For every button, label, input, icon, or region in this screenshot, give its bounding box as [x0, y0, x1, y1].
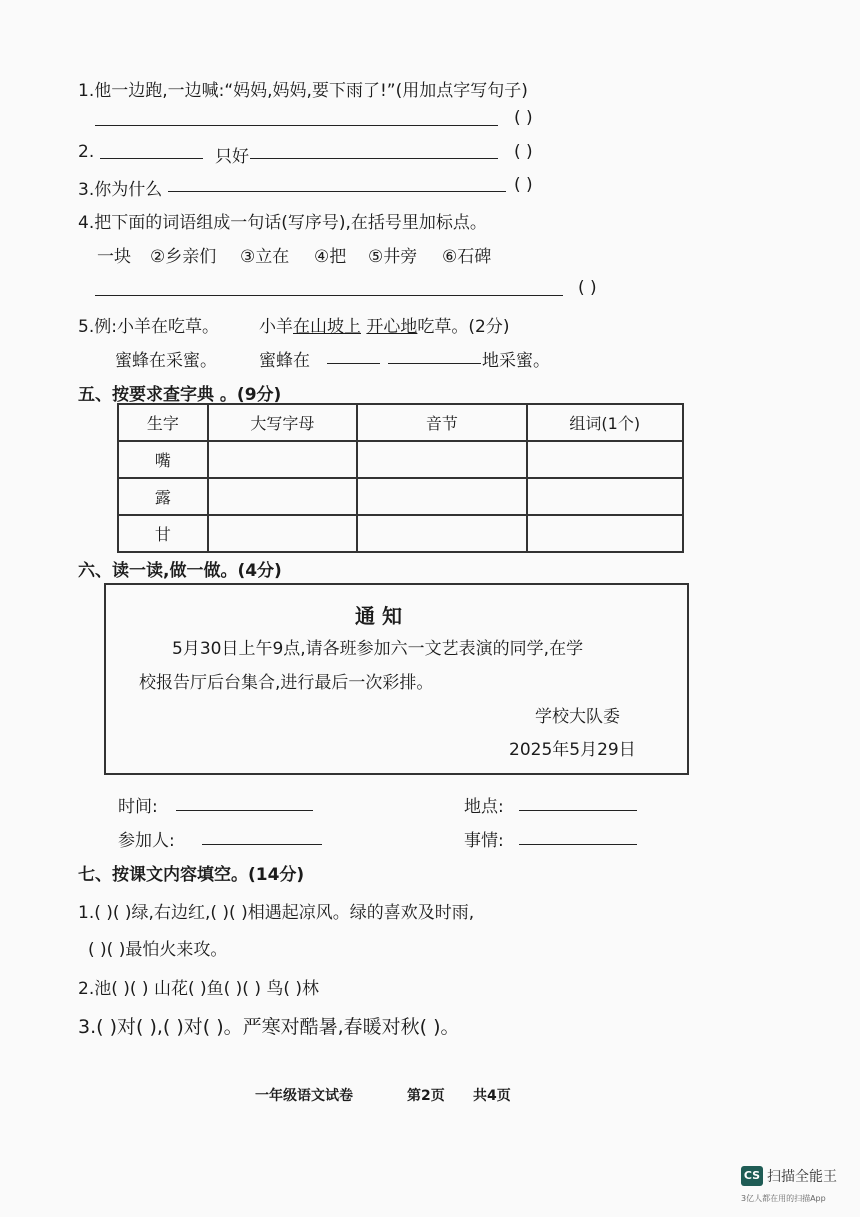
- sec7-line-1: 1.( )( )绿,右边红,( )( )相遇起凉风。绿的喜欢及时雨,: [78, 903, 475, 923]
- notice-signer: 学校大队委: [535, 707, 620, 727]
- table-header-row: [118, 404, 683, 441]
- answer-cell[interactable]: [527, 441, 683, 478]
- people-label: 参加人:: [118, 831, 175, 851]
- answer-cell[interactable]: [527, 515, 683, 552]
- char-cell: 甘: [118, 515, 208, 552]
- sec7-line-4: 3.( )对( ),( )对( )。严寒对酷暑,春暖对秋( )。: [78, 1016, 460, 1038]
- q4-word-2: ②乡亲们: [150, 247, 217, 267]
- section6-title: 六、读一读,做一做。(4分): [78, 561, 282, 581]
- q4-word-4: ④把: [314, 247, 347, 267]
- section7-title: 七、按课文内容填空。(14分): [78, 865, 305, 885]
- answer-cell[interactable]: [357, 515, 526, 552]
- table-row: [118, 441, 683, 478]
- footer-page: 第2页: [407, 1088, 445, 1104]
- footer-title: 一年级语文试卷: [255, 1088, 353, 1104]
- notice-date: 2025年5月29日: [509, 740, 636, 760]
- q5-example-label: 5.例:小羊在吃草。: [78, 317, 219, 337]
- answer-cell[interactable]: [208, 441, 357, 478]
- q2-paren[interactable]: ( ): [514, 142, 533, 162]
- q3-paren[interactable]: ( ): [514, 175, 533, 195]
- event-label: 事情:: [464, 831, 504, 851]
- q4-answer-line[interactable]: [95, 295, 563, 296]
- q4-title: 4.把下面的词语组成一句话(写序号),在括号里加标点。: [78, 213, 487, 233]
- table-row: [118, 478, 683, 515]
- q5-sentence: 蜜蜂在采蜜。: [115, 351, 217, 371]
- answer-cell[interactable]: [357, 478, 526, 515]
- camscanner-logo-icon: CS: [741, 1166, 763, 1186]
- q4-word-5: ⑤井旁: [368, 247, 418, 267]
- place-label: 地点:: [464, 797, 504, 817]
- notice-title: 通 知: [355, 604, 402, 628]
- q2-blank-1[interactable]: [100, 158, 203, 159]
- q5-fill-pre: 蜜蜂在: [259, 351, 310, 371]
- q5-blank-1[interactable]: [327, 363, 380, 364]
- watermark-tagline: 3亿人都在用的扫描App: [741, 1194, 826, 1203]
- q4-word-3: ③立在: [240, 247, 290, 267]
- answer-cell[interactable]: [357, 441, 526, 478]
- q1-answer-line[interactable]: [95, 125, 498, 126]
- header-syllable: 音节: [357, 404, 526, 441]
- char-cell: 嘴: [118, 441, 208, 478]
- q5-example-sentence: 小羊在山坡上 开心地吃草。(2分): [259, 317, 510, 337]
- header-char: 生字: [118, 404, 208, 441]
- char-cell: 露: [118, 478, 208, 515]
- q1-paren[interactable]: ( ): [514, 108, 533, 128]
- event-blank[interactable]: [519, 844, 637, 845]
- q4-word-6: ⑥石碑: [442, 247, 492, 267]
- people-blank[interactable]: [202, 844, 322, 845]
- q2-blank-2[interactable]: [250, 158, 498, 159]
- time-label: 时间:: [118, 797, 158, 817]
- header-capital: 大写字母: [208, 404, 357, 441]
- q5-blank-2[interactable]: [388, 363, 481, 364]
- watermark-name: 扫描全能王: [767, 1169, 837, 1185]
- answer-cell[interactable]: [208, 478, 357, 515]
- notice-line-2: 校报告厅后台集合,进行最后一次彩排。: [139, 673, 434, 693]
- q5-fill-post: 地采蜜。: [482, 351, 550, 371]
- sec7-line-2: ( )( )最怕火来攻。: [88, 940, 228, 960]
- place-blank[interactable]: [519, 810, 637, 811]
- notice-line-1: 5月30日上午9点,请各班参加六一文艺表演的同学,在学: [172, 639, 584, 659]
- footer-total: 共4页: [473, 1088, 511, 1104]
- q2-prefix: 2.: [78, 142, 95, 162]
- q4-word-1: 一块: [97, 247, 131, 267]
- q1-text: 1.他一边跑,一边喊:“妈妈,妈妈,要下雨了!”(用加点字写句子): [78, 81, 528, 101]
- dictionary-table: [117, 403, 684, 553]
- section5-title: 五、按要求查字典 。(9分): [78, 385, 282, 405]
- q4-paren[interactable]: ( ): [578, 278, 597, 298]
- answer-cell[interactable]: [208, 515, 357, 552]
- header-word: 组词(1个): [527, 404, 683, 441]
- q3-prefix: 3.你为什么: [78, 180, 163, 200]
- q2-middle: 只好: [215, 147, 249, 167]
- table-row: [118, 515, 683, 552]
- q3-blank[interactable]: [168, 191, 506, 192]
- answer-cell[interactable]: [527, 478, 683, 515]
- time-blank[interactable]: [176, 810, 313, 811]
- sec7-line-3: 2.池( )( ) 山花( )鱼( )( ) 鸟( )林: [78, 979, 320, 999]
